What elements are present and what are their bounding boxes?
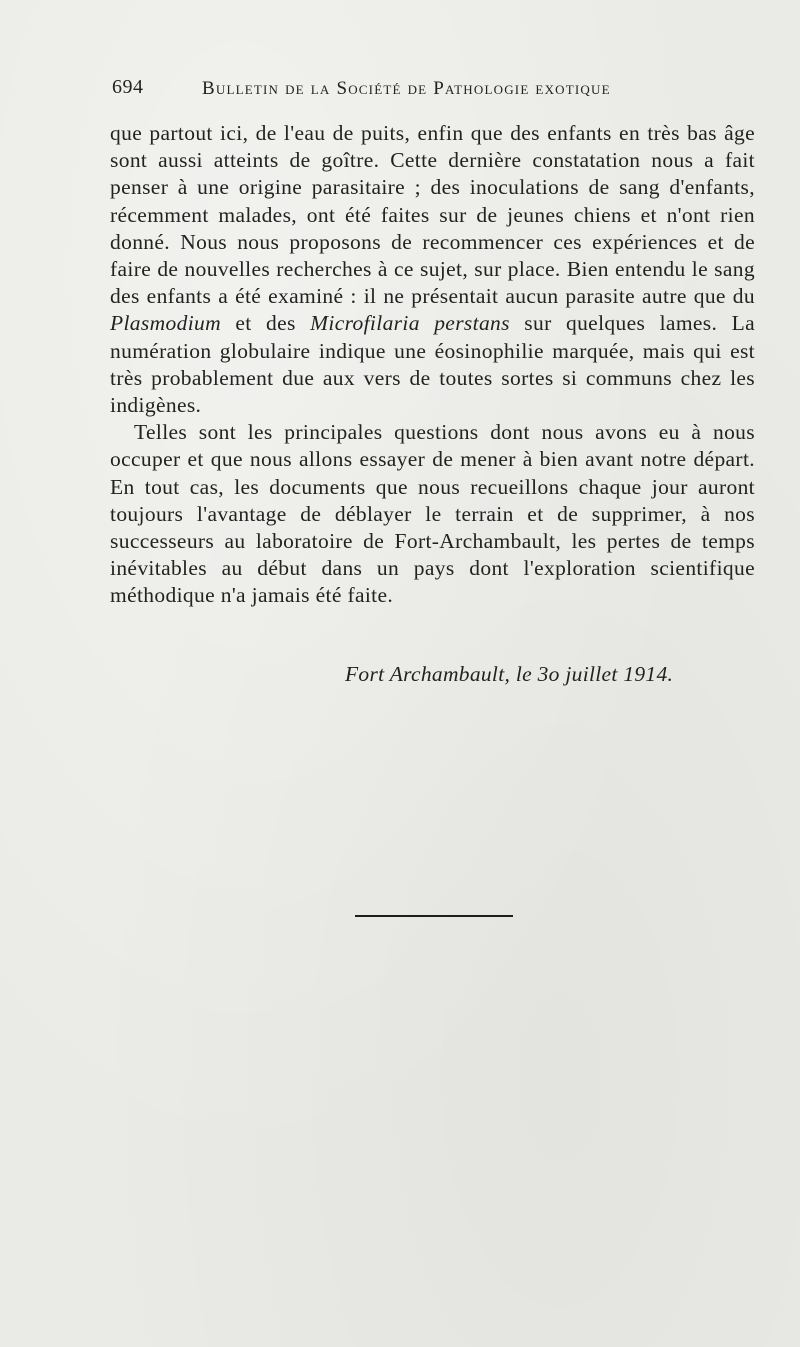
section-divider: [355, 915, 513, 917]
paragraph-text: sur quelques lames. La numération globulaire indique une éosinophilie marquée, mais qui est très probablement due aux vers de toutes sortes si communs chez les indigènes.: [110, 311, 755, 418]
paragraph: [110, 120, 755, 419]
article-body: [110, 120, 755, 610]
page-header: [112, 76, 762, 102]
running-title: Bulletin de la Société de Pathologie exotique: [202, 78, 611, 99]
species-name: Plasmodium: [110, 311, 221, 336]
page-number: 694: [112, 76, 144, 98]
place-date-signature: Fort Archambault, le 3o juillet 1914.: [345, 662, 674, 686]
paragraph: Telles sont les principales questions dont nous avons eu à nous occuper et que nous allons essayer de mener à bien avant notre départ. En tout cas, les documents que nous recueillons chaque jour auront toujours l'avantage de déblayer le terrain et de supprimer, à nos successeurs au laboratoire de Fort-Archambault, les pertes de temps inévitables au début dans un pays dont l'exploration scientifique méthodique n'a jamais été faite.: [110, 420, 755, 608]
paragraph-text: et des: [221, 311, 311, 336]
paragraph-text: que partout ici, de l'eau de puits, enfin que des enfants en très bas âge sont aussi atteints de goître. Cette dernière constatation nous a fait penser à une origine parasitaire ; des inoculations de sang d'enfants, récemment malades, ont été faites sur de jeunes chiens et n'ont rien donné. Nous nous proposons de recommencer ces expériences et de faire de nouvelles recherches à ce sujet, sur place. Bien entendu le sang des enfants a été examiné : il ne présentait aucun parasite autre que du: [110, 121, 755, 309]
species-name: Microfilaria perstans: [310, 311, 510, 336]
